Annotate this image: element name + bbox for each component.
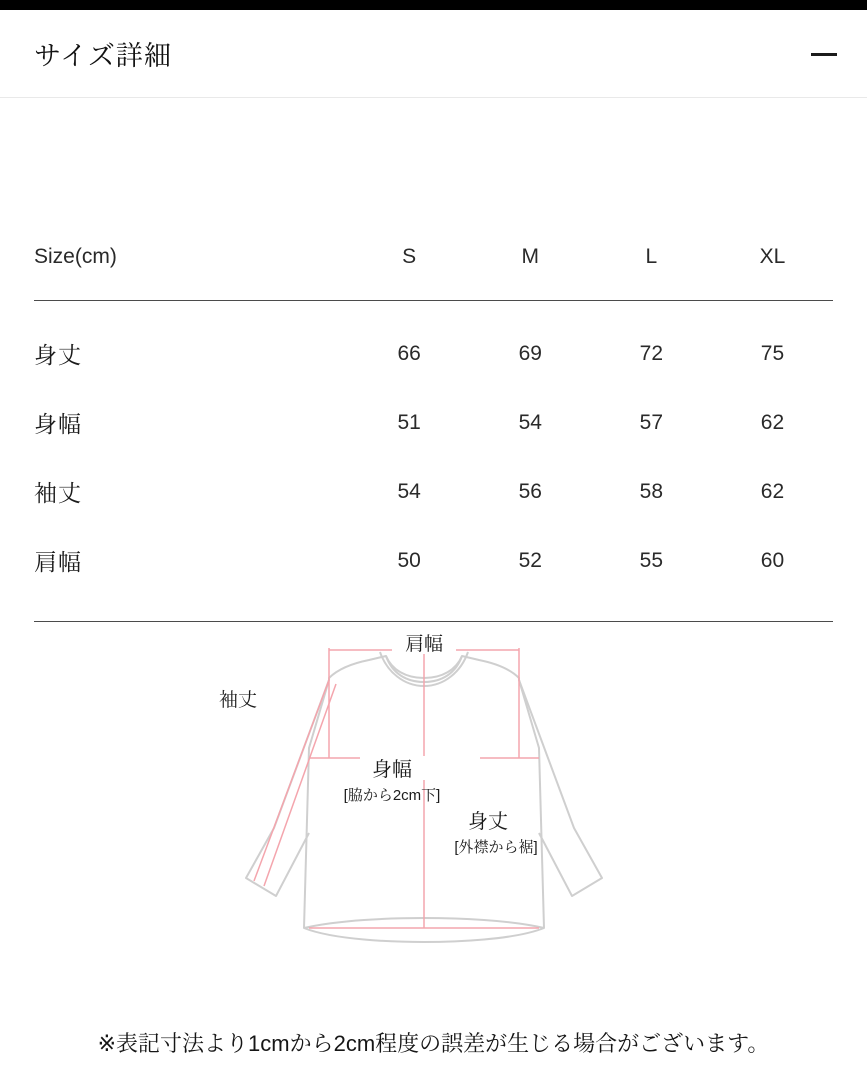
- cell-s: 51: [397, 410, 421, 434]
- table-bottom-rule: [34, 621, 833, 622]
- row-label: 肩幅: [34, 549, 82, 575]
- label-length-note: [外襟から裾]: [453, 839, 538, 856]
- cell-m: 52: [518, 548, 542, 572]
- row-label: 袖丈: [34, 480, 82, 506]
- panel-content: [0, 214, 867, 958]
- top-black-bar: [0, 0, 867, 10]
- column-header-xl: XL: [759, 245, 786, 268]
- cell-xl: 62: [760, 410, 785, 434]
- cell-m: 69: [518, 341, 542, 365]
- panel-header: [0, 10, 867, 98]
- column-header-size: Size(cm): [34, 245, 117, 268]
- column-header-m: M: [521, 245, 539, 268]
- table-row: [34, 319, 833, 388]
- diagram-labels: [204, 632, 538, 856]
- table-spacer: [34, 595, 833, 621]
- row-label: 身丈: [34, 342, 82, 368]
- label-chest-note: [脇から2cm下]: [343, 787, 440, 804]
- divider: [34, 621, 833, 622]
- row-label: 身幅: [34, 411, 82, 437]
- cell-m: 56: [518, 479, 542, 503]
- footnote-text: ※表記寸法より1cmから2cm程度の誤差が生じる場合がございます。: [97, 1031, 770, 1056]
- cell-l: 58: [639, 479, 664, 503]
- label-chest: 身幅: [371, 759, 412, 781]
- cell-xl: 75: [760, 341, 785, 365]
- page-title: サイズ詳細: [34, 41, 172, 71]
- cell-l: 57: [639, 410, 664, 434]
- cell-l: 72: [639, 341, 664, 365]
- cell-s: 54: [397, 479, 421, 503]
- column-header-s: S: [402, 245, 417, 268]
- label-sleeve: 袖丈: [218, 690, 257, 711]
- table-row: [34, 457, 833, 526]
- minus-icon[interactable]: [809, 39, 839, 69]
- column-header-l: L: [645, 245, 658, 268]
- cell-xl: 62: [760, 479, 785, 503]
- garment-measurement-diagram: [34, 628, 833, 958]
- table-spacer: [34, 301, 833, 319]
- cell-m: 54: [518, 410, 542, 434]
- table-row: [34, 388, 833, 457]
- label-shoulder: 肩幅: [404, 634, 443, 655]
- table-header-row: [34, 214, 833, 300]
- cell-xl: 60: [760, 548, 785, 572]
- cell-l: 55: [639, 548, 664, 572]
- cell-s: 66: [397, 341, 421, 365]
- table-row: [34, 526, 833, 595]
- cell-s: 50: [397, 548, 421, 572]
- label-length: 身丈: [467, 811, 508, 833]
- garment-diagram-svg: [124, 628, 744, 958]
- size-table: [34, 214, 833, 622]
